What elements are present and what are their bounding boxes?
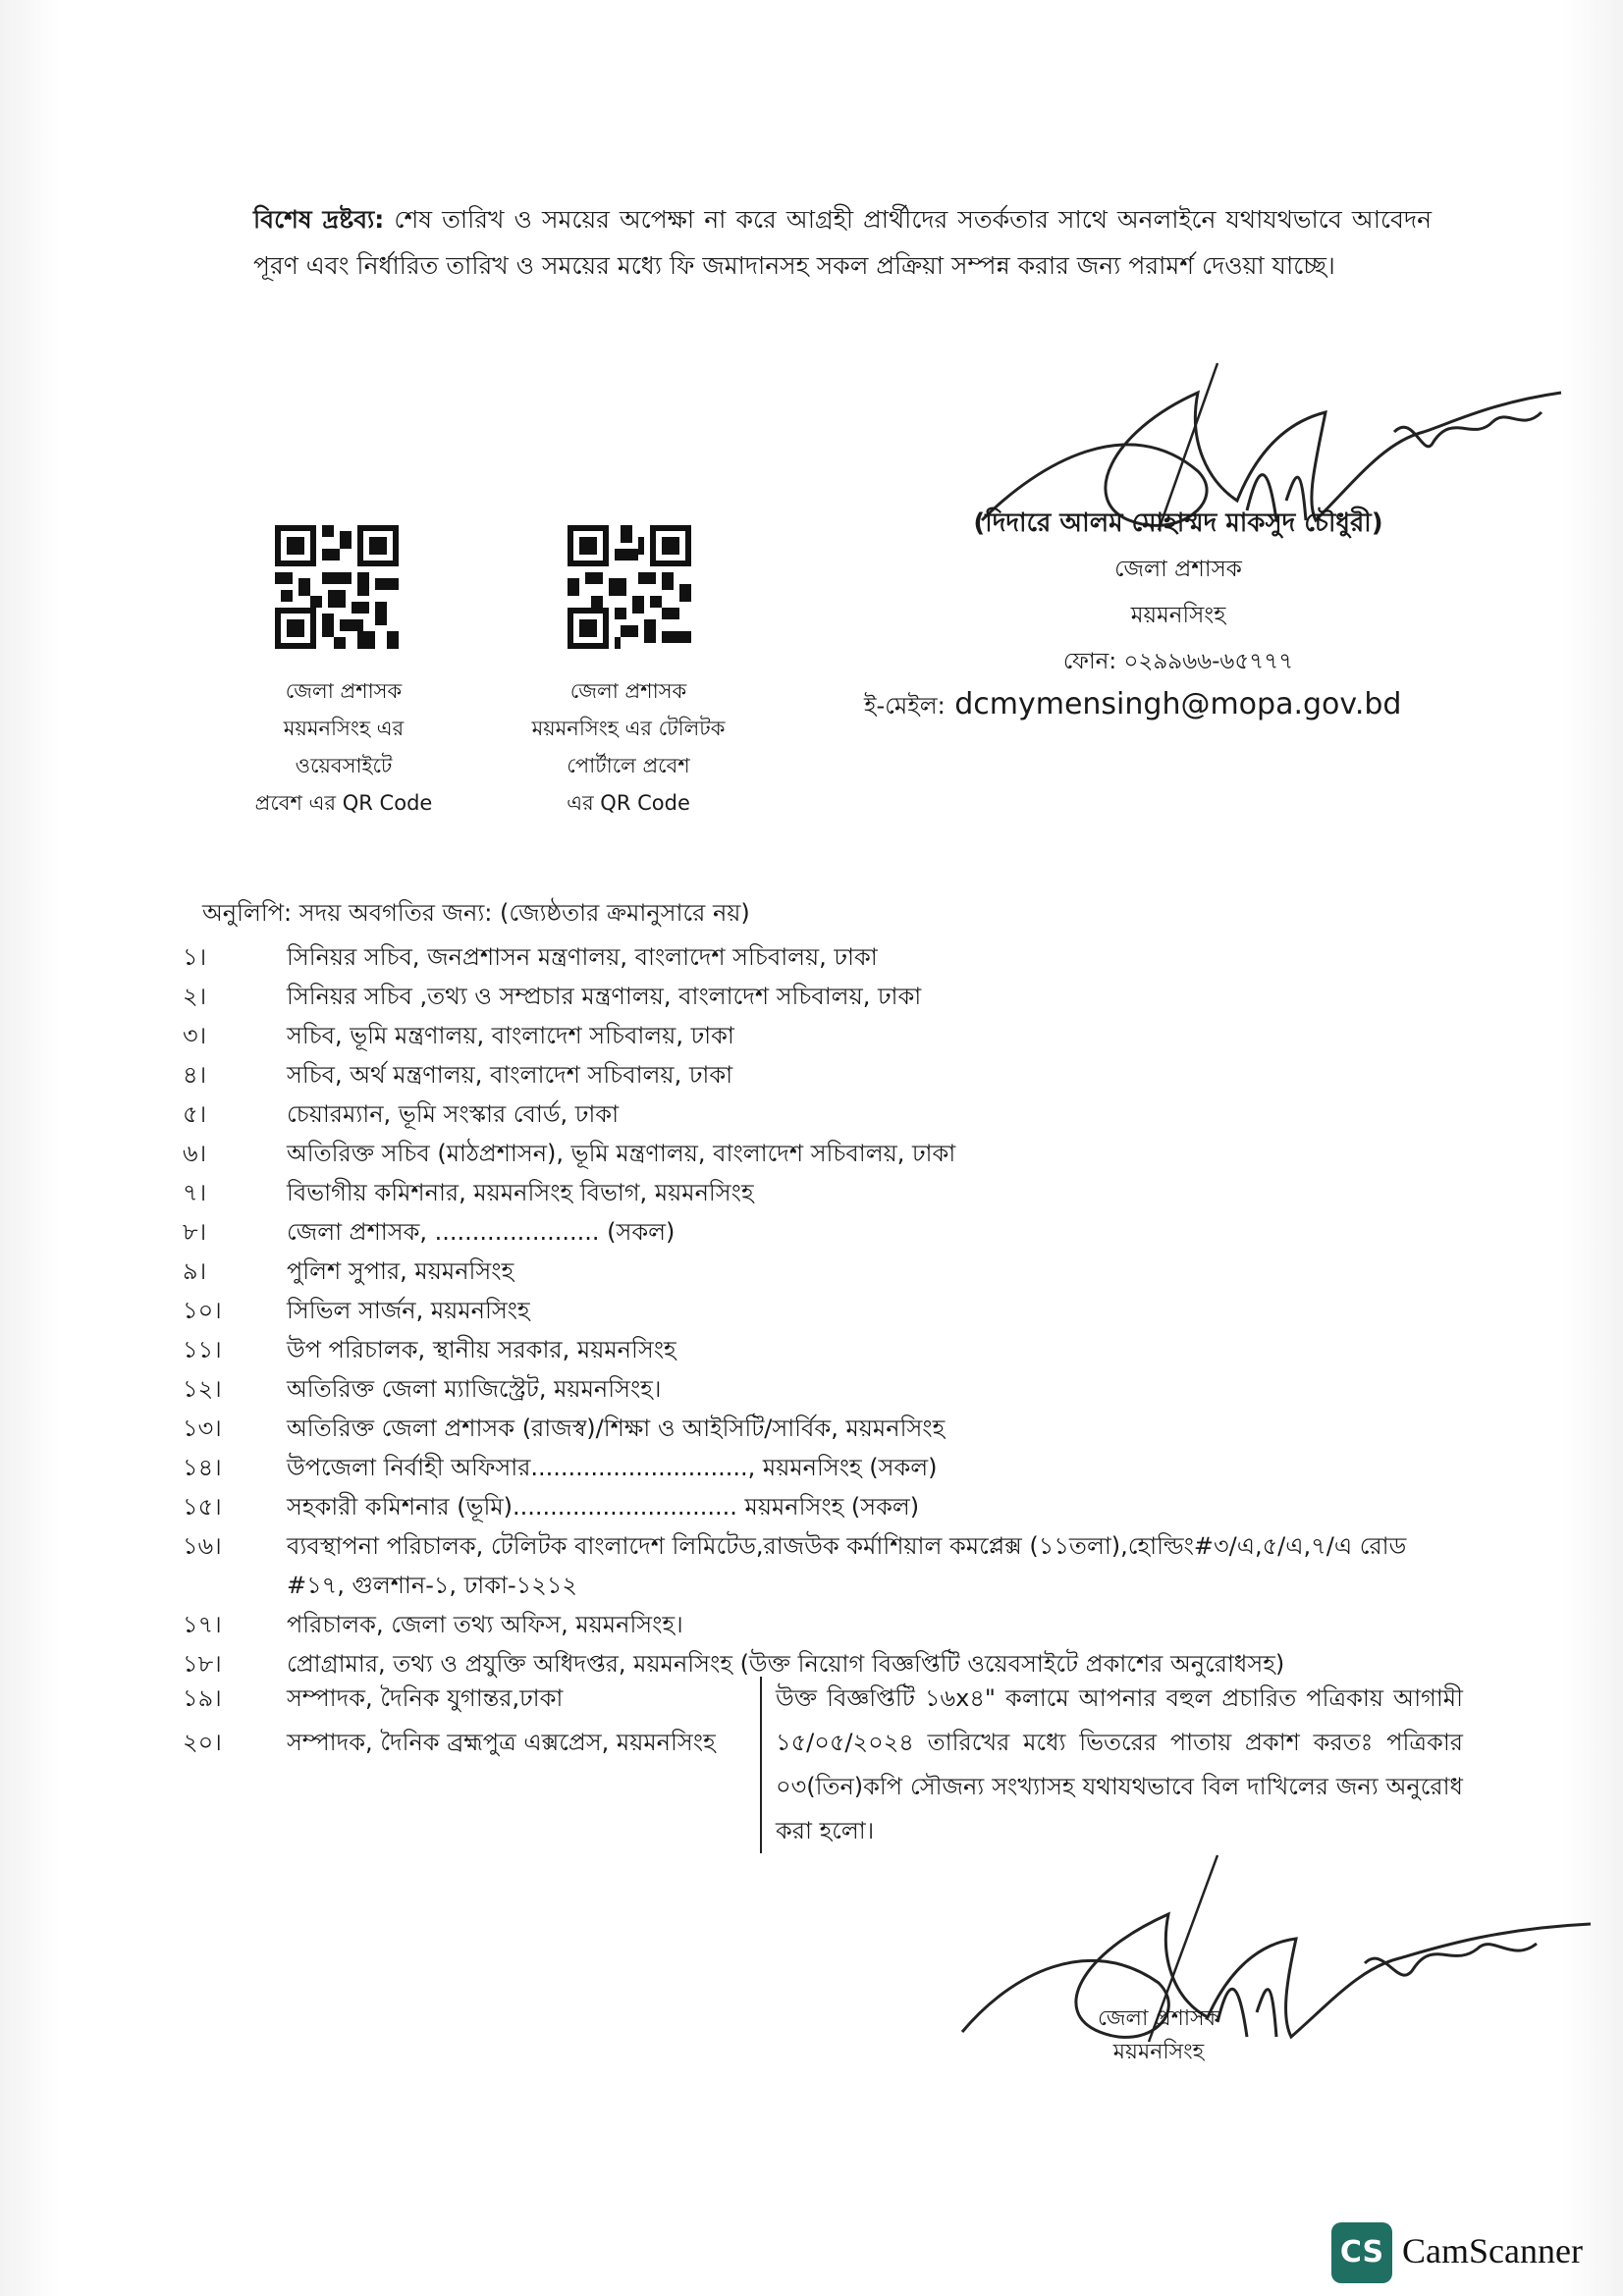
copy-to-list xyxy=(183,937,1459,1683)
qr-code-website[interactable] xyxy=(275,525,442,653)
item-text: উপজেলা নির্বাহী অফিসার............................., ময়মনসিংহ (সকল) xyxy=(287,1454,938,1481)
item-number: ৮। xyxy=(183,1218,207,1246)
list-item xyxy=(183,937,1459,977)
signatory-designation: জেলা প্রশাসক xyxy=(1114,557,1242,582)
qr-caption-line: প্রবেশ এর QR Code xyxy=(254,791,433,815)
list-item xyxy=(183,1212,1459,1252)
item-number: ১১। xyxy=(183,1336,222,1363)
qr-caption-teletalk xyxy=(520,672,736,822)
item-text: অতিরিক্ত জেলা প্রশাসক (রাজস্ব)/শিক্ষা ও আইসিটি/সার্বিক, ময়মনসিংহ xyxy=(287,1415,946,1442)
item-number: ১৪। xyxy=(183,1454,222,1481)
qr-block-website xyxy=(245,525,442,822)
special-note-label: বিশেষ দ্রষ্টব্য: xyxy=(253,205,385,234)
email-label: ই-মেইল: xyxy=(864,692,946,720)
item-text: উপ পরিচালক, স্থানীয় সরকার, ময়মনসিংহ xyxy=(287,1336,676,1363)
special-note-text: শেষ তারিখ ও সময়ের অপেক্ষা না করে আগ্রহী প্রার্থীদের সতর্কতার সাথে অনলাইনে যথাযথভাবে আবেদন পূরণ এবং নির্ধারিত তারিখ ও সময়ের মধ্যে ফি জমাদানসহ সকল প্রক্রিয়া সম্পন্ন করার জন্য পরামর্শ দেওয়া যাচ্ছে। xyxy=(253,205,1433,280)
qr-caption-line: ময়মনসিংহ এর xyxy=(283,717,405,740)
phone-number: ০২৯৯৬৬-৬৫৭৭৭ xyxy=(1123,649,1294,674)
item-number: ১। xyxy=(183,943,207,971)
item-number: ১৯। xyxy=(183,1684,222,1712)
item-number: ২। xyxy=(183,983,207,1010)
list-item xyxy=(183,1055,1459,1095)
qr-code-teletalk[interactable] xyxy=(568,525,736,653)
list-item xyxy=(183,1095,1459,1134)
email-address: dcmymensingh@mopa.gov.bd xyxy=(954,687,1402,721)
item-text: অতিরিক্ত সচিব (মাঠপ্রশাসন), ভূমি মন্ত্রণালয়, বাংলাদেশ সচিবালয়, ঢাকা xyxy=(287,1140,956,1167)
qr-caption-line: পোর্টালে প্রবেশ xyxy=(567,754,690,777)
item-number: ১০। xyxy=(183,1297,222,1324)
item-number: ৯। xyxy=(183,1257,207,1285)
list-item xyxy=(183,1526,1459,1605)
qr-caption-line: জেলা প্রশাসক xyxy=(569,679,687,703)
item-number: ৩। xyxy=(183,1022,207,1049)
item-number: ১৭। xyxy=(183,1611,222,1638)
item-text: সিনিয়র সচিব, জনপ্রশাসন মন্ত্রণালয়, বাংলাদেশ সচিবালয়, ঢাকা xyxy=(287,943,878,971)
editors-section xyxy=(183,1677,1479,1853)
footer-district: ময়মনসিংহ xyxy=(1112,2040,1205,2064)
item-number: ৬। xyxy=(183,1140,207,1167)
item-text: সিনিয়র সচিব ,তথ্য ও সম্প্রচার মন্ত্রণালয়, বাংলাদেশ সচিবালয়, ঢাকা xyxy=(287,983,922,1010)
item-text: ব্যবস্থাপনা পরিচালক, টেলিটক বাংলাদেশ লিমিটেড,রাজউক কর্মাশিয়াল কমপ্লেক্স (১১তলা),হোল্ডিং#৩/এ,৫/এ,৭/এ রোড #১৭, গুলশান-১, ঢাকা-১২১২ xyxy=(287,1532,1407,1599)
phone-label: ফোন: xyxy=(1062,649,1117,674)
list-item xyxy=(183,1409,1459,1448)
camscanner-label: CamScanner xyxy=(1402,2231,1583,2270)
list-item xyxy=(183,1677,760,1721)
item-text: সচিব, অর্থ মন্ত্রণালয়, বাংলাদেশ সচিবালয়, ঢাকা xyxy=(287,1061,733,1089)
item-number: ১৮। xyxy=(183,1650,222,1678)
copy-to-title: অনুলিপি: সদয় অবগতির জন্য: (জ্যেষ্ঠতার ক্রমানুসারে নয়) xyxy=(202,899,750,927)
item-number: ২০। xyxy=(183,1729,222,1756)
list-item xyxy=(183,1330,1459,1369)
item-text: পরিচালক, জেলা তথ্য অফিস, ময়মনসিংহ। xyxy=(287,1611,683,1638)
signatory-email-line xyxy=(864,687,1401,727)
item-text: সচিব, ভূমি মন্ত্রণালয়, বাংলাদেশ সচিবালয়, ঢাকা xyxy=(287,1022,734,1049)
list-item xyxy=(183,1173,1459,1212)
list-item xyxy=(183,1252,1459,1291)
signatory-name: (দিদারে আলম মোহাম্মদ মাকসুদ চৌধুরী) xyxy=(973,508,1383,538)
item-text: বিভাগীয় কমিশনার, ময়মনসিংহ বিভাগ, ময়মনসিংহ xyxy=(287,1179,754,1206)
list-item xyxy=(183,1134,1459,1173)
item-text: সম্পাদক, দৈনিক ব্রহ্মপুত্র এক্সপ্রেস, ময়মনসিংহ xyxy=(287,1729,716,1756)
item-text: জেলা প্রশাসক, ...................... (সকল) xyxy=(287,1218,676,1246)
qr-caption-line: এর QR Code xyxy=(567,791,690,815)
item-text: সিভিল সার্জন, ময়মনসিংহ xyxy=(287,1297,530,1324)
list-item xyxy=(183,1721,760,1765)
qr-caption-line: ওয়েবসাইটে xyxy=(295,754,393,777)
item-text: চেয়ারম্যান, ভূমি সংস্কার বোর্ড, ঢাকা xyxy=(287,1100,620,1128)
item-text: অতিরিক্ত জেলা ম্যাজিস্ট্রেট, ময়মনসিংহ। xyxy=(287,1375,662,1403)
item-number: ৭। xyxy=(183,1179,207,1206)
list-item xyxy=(183,1016,1459,1055)
footer-designation: জেলা প্রশাসক xyxy=(1097,2006,1220,2031)
list-item xyxy=(183,1605,1459,1644)
item-text: পুলিশ সুপার, ময়মনসিংহ xyxy=(287,1257,514,1285)
signatory-phone xyxy=(903,639,1453,685)
item-text: সম্পাদক, দৈনিক যুগান্তর,ঢাকা xyxy=(287,1684,564,1712)
footer-signatory xyxy=(1011,2002,1306,2069)
qr-caption-line: জেলা প্রশাসক xyxy=(285,679,403,703)
list-item xyxy=(183,1291,1459,1330)
item-number: ১৫। xyxy=(183,1493,222,1521)
camscanner-logo-icon: CS xyxy=(1331,2222,1392,2283)
item-text: প্রোগ্রামার, তথ্য ও প্রযুক্তি অধিদপ্তর, ময়মনসিংহ (উক্ত নিয়োগ বিজ্ঞপ্তিটি ওয়েবসাইটে প্রকাশের অনুরোধসহ) xyxy=(287,1650,1285,1678)
item-text: সহকারী কমিশনার (ভূমি).............................. ময়মনসিংহ (সকল) xyxy=(287,1493,920,1521)
editor-note: উক্ত বিজ্ঞপ্তিটি ১৬x৪" কলামে আপনার বহুল প্রচারিত পত্রিকায় আগামী ১৫/০৫/২০২৪ তারিখের মধ্যে ভিতরের পাতায় প্রকাশ করতঃ পত্রিকার ০৩(তিন)কপি সৌজন্য সংখ্যাসহ যথাযথভাবে বিল দাখিলের জন্য অনুরোধ করা হলো। xyxy=(760,1677,1463,1853)
item-number: ৫। xyxy=(183,1100,207,1128)
signatory-block xyxy=(903,501,1453,685)
qr-caption-website xyxy=(245,672,442,822)
item-number: ১৬। xyxy=(183,1532,222,1560)
list-item xyxy=(183,1448,1459,1487)
editors-list xyxy=(183,1677,760,1853)
list-item xyxy=(183,1369,1459,1409)
item-number: ৪। xyxy=(183,1061,207,1089)
item-number: ১২। xyxy=(183,1375,222,1403)
signatory-district: ময়মনসিংহ xyxy=(1130,603,1226,628)
qr-caption-line: ময়মনসিংহ এর টেলিটক xyxy=(531,717,726,740)
qr-block-teletalk xyxy=(520,525,736,822)
list-item xyxy=(183,977,1459,1016)
special-note xyxy=(253,196,1432,289)
list-item xyxy=(183,1487,1459,1526)
item-number: ১৩। xyxy=(183,1415,222,1442)
